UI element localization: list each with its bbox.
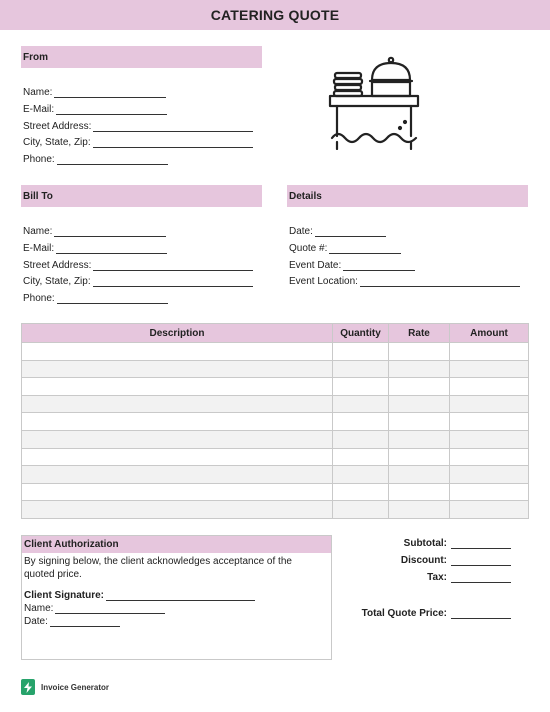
bill-phone-label: Phone: [23,293,55,304]
column-header-amount: Amount [450,324,529,343]
cell-quantity[interactable] [333,483,389,501]
cell-rate[interactable] [389,378,450,396]
from-city-line[interactable] [93,138,253,148]
cell-description[interactable] [22,466,333,484]
client-authorization-box [21,535,332,660]
bill-city-line[interactable] [93,277,253,287]
client-authorization-header: Client Authorization [22,536,331,553]
bill-city-label: City, State, Zip: [23,276,91,287]
column-header-quantity: Quantity [333,324,389,343]
details-date-line[interactable] [315,227,386,237]
footer-brand [21,679,109,695]
table-row [22,448,529,466]
details-event-location-field[interactable] [289,276,520,287]
bill-email-field[interactable] [23,243,167,254]
details-event-date-label: Event Date: [289,260,342,271]
title-bar [0,0,550,30]
details-quote-label: Quote #: [289,243,328,254]
cell-quantity[interactable] [333,430,389,448]
client-signature-field[interactable] [22,590,331,601]
cell-quantity[interactable] [333,360,389,378]
details-quote-field[interactable] [289,243,401,254]
auth-name-line[interactable] [55,604,165,614]
cell-quantity[interactable] [333,378,389,396]
cell-description[interactable] [22,501,333,519]
bill-city-field[interactable] [23,276,253,287]
page-title: CATERING QUOTE [210,7,340,23]
cell-amount[interactable] [450,395,529,413]
cell-description[interactable] [22,343,333,361]
cell-rate[interactable] [389,395,450,413]
auth-date-label: Date: [24,616,48,627]
cell-rate[interactable] [389,448,450,466]
table-row [22,483,529,501]
details-event-date-line[interactable] [343,261,415,271]
cell-description[interactable] [22,413,333,431]
cell-quantity[interactable] [333,501,389,519]
from-section-header: From [21,46,262,68]
from-street-label: Street Address: [23,121,92,132]
discount-field[interactable] [401,555,511,566]
bill-name-line[interactable] [54,227,166,237]
catering-cloche-icon [328,56,420,150]
table-row [22,395,529,413]
cell-amount[interactable] [450,483,529,501]
cell-quantity[interactable] [333,413,389,431]
from-phone-field[interactable] [23,154,168,165]
subtotal-label: Subtotal: [403,538,447,549]
from-street-line[interactable] [93,122,253,132]
table-row [22,466,529,484]
from-phone-label: Phone: [23,154,55,165]
cell-amount[interactable] [450,448,529,466]
total-quote-price-field[interactable] [362,608,511,619]
total-quote-price-label: Total Quote Price: [361,608,447,619]
cell-amount[interactable] [450,466,529,484]
tax-field[interactable] [427,572,511,583]
cell-quantity[interactable] [333,395,389,413]
bill-street-label: Street Address: [23,260,92,271]
cell-amount[interactable] [450,430,529,448]
table-row [22,413,529,431]
table-row [22,378,529,396]
from-city-label: City, State, Zip: [23,137,91,148]
bill-email-label: E-Mail: [23,243,55,254]
bill-to-section-header: Bill To [21,185,262,207]
cell-quantity[interactable] [333,466,389,484]
bill-name-field[interactable] [23,226,166,237]
from-email-label: E-Mail: [23,104,55,115]
total-quote-price-line[interactable] [451,609,511,619]
cell-description[interactable] [22,395,333,413]
auth-date-line[interactable] [50,617,120,627]
authorization-text: By signing below, the client acknowledges acceptance of the quoted price. [24,556,292,580]
auth-name-field[interactable] [22,603,331,614]
details-quote-line[interactable] [329,244,401,254]
lightning-bolt-icon [21,679,35,695]
bill-street-line[interactable] [93,261,253,271]
details-section-header: Details [287,185,528,207]
cell-quantity[interactable] [333,343,389,361]
column-header-rate: Rate [389,324,450,343]
bill-phone-field[interactable] [23,293,168,304]
column-header-description: Description [22,324,333,343]
cell-quantity[interactable] [333,448,389,466]
from-email-field[interactable] [23,104,167,115]
table-row [22,343,529,361]
cell-rate[interactable] [389,343,450,361]
from-street-field[interactable] [23,121,253,132]
cell-description[interactable] [22,378,333,396]
bill-name-label: Name: [23,226,53,237]
from-email-line[interactable] [56,105,167,115]
bill-email-line[interactable] [56,244,167,254]
cell-rate[interactable] [389,413,450,431]
from-phone-line[interactable] [57,155,168,165]
from-name-line[interactable] [54,88,166,98]
auth-name-label: Name: [24,603,54,614]
table-body [22,343,529,519]
client-signature-label: Client Signature: [24,590,105,601]
table-row [22,430,529,448]
client-signature-line[interactable] [106,591,255,601]
cell-rate[interactable] [389,501,450,519]
details-date-label: Date: [289,226,313,237]
from-name-label: Name: [23,87,53,98]
cell-amount[interactable] [450,413,529,431]
discount-line[interactable] [451,556,511,566]
cell-amount[interactable] [450,501,529,519]
bill-street-field[interactable] [23,260,253,271]
from-city-field[interactable] [23,137,253,148]
table-row [22,360,529,378]
details-date-field[interactable] [289,226,386,237]
details-event-date-field[interactable] [289,260,415,271]
line-items-table [21,323,529,519]
cell-rate[interactable] [389,466,450,484]
cell-amount[interactable] [450,360,529,378]
auth-date-field[interactable] [22,616,331,627]
discount-label: Discount: [400,555,447,566]
table-row [22,501,529,519]
tax-line[interactable] [451,573,511,583]
cell-amount[interactable] [450,343,529,361]
cell-rate[interactable] [389,360,450,378]
cell-description[interactable] [22,360,333,378]
table-header-row [22,324,529,343]
from-name-field[interactable] [23,87,166,98]
tax-label: Tax: [427,572,447,583]
footer-brand-text: Invoice Generator [41,682,110,692]
cell-amount[interactable] [450,378,529,396]
cell-description[interactable] [22,430,333,448]
details-event-location-label: Event Location: [289,276,358,287]
subtotal-line[interactable] [451,539,511,549]
cell-rate[interactable] [389,483,450,501]
cell-description[interactable] [22,483,333,501]
cell-rate[interactable] [389,430,450,448]
cell-description[interactable] [22,448,333,466]
details-event-location-line[interactable] [360,277,520,287]
bill-phone-line[interactable] [57,294,168,304]
subtotal-field[interactable] [404,538,511,549]
